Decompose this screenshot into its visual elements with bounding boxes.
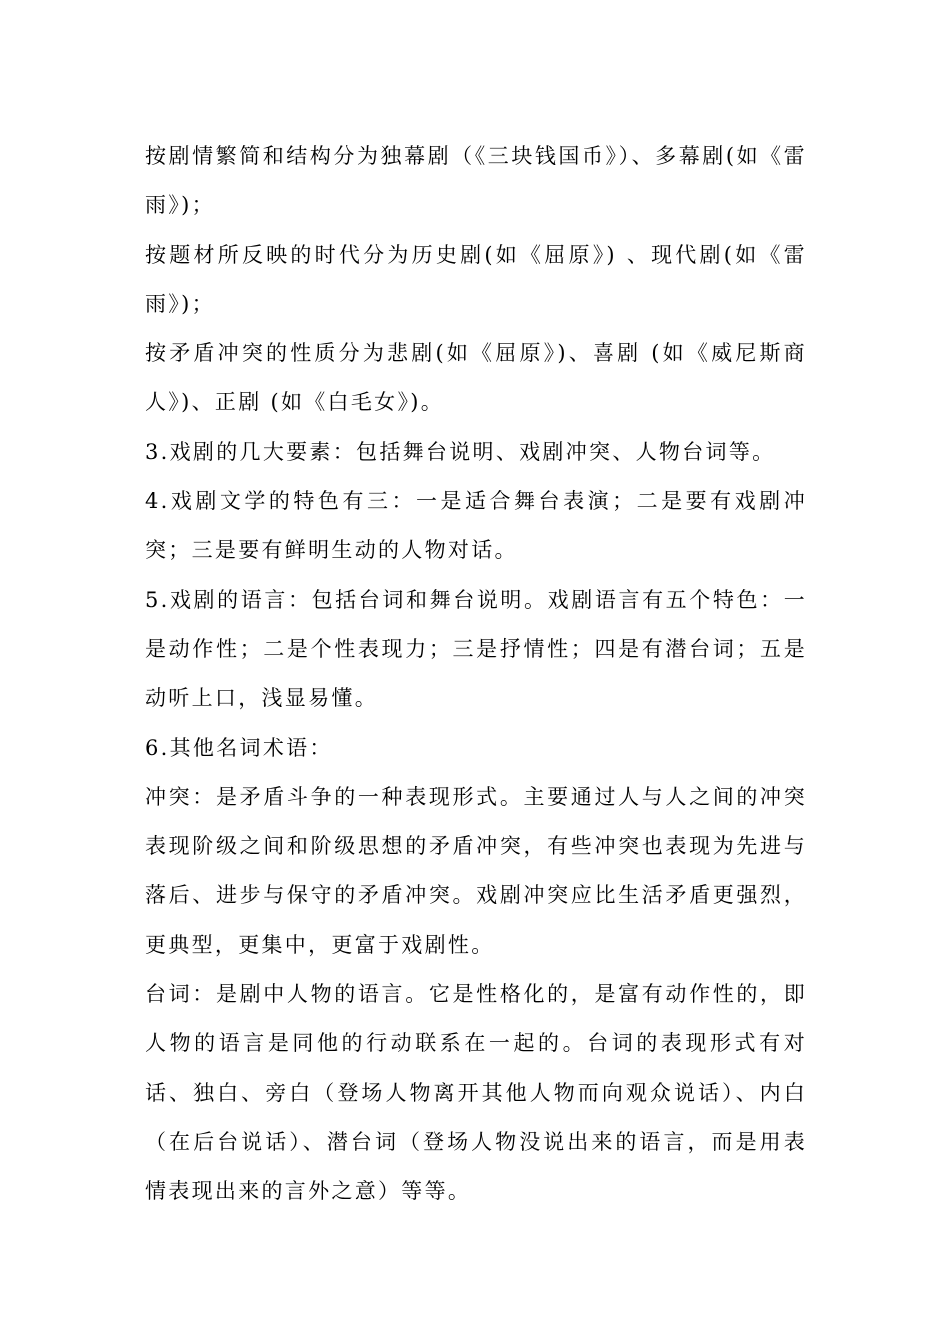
paragraph-drama-features: 4.戏剧文学的特色有三：一是适合舞台表演；二是要有戏剧冲突；三是要有鲜明生动的人物对话。 (145, 489, 807, 563)
paragraph-term-lines: 台词：是剧中人物的语言。它是性格化的，是富有动作性的，即人物的语言是同他的行动联系在一起的。台词的表现形式有对话、独白、旁白（登场人物离开其他人物而向观众说话）、内白（在后台说话）、潜台词（登场人物没说出来的语言，而是用表情表现出来的言外之意）等等。 (145, 982, 807, 1204)
paragraph-other-terms-heading: 6.其他名词术语： (145, 735, 333, 760)
paragraph-play-conflict-nature: 按矛盾冲突的性质分为悲剧(如《屈原》)、喜剧 (如《威尼斯商人》)、正剧 (如《白毛女》)。 (145, 341, 807, 415)
paragraph-play-era: 按题材所反映的时代分为历史剧(如《屈原》) 、现代剧(如《雷雨》)； (145, 242, 807, 316)
paragraph-drama-elements: 3.戏剧的几大要素：包括舞台说明、戏剧冲突、人物台词等。 (145, 439, 776, 464)
paragraph-term-conflict: 冲突：是矛盾斗争的一种表现形式。主要通过人与人之间的冲突表现阶级之间和阶级思想的矛盾冲突，有些冲突也表现为先进与落后、进步与保守的矛盾冲突。戏剧冲突应比生活矛盾更强烈，更典型，更集中，更富于戏剧性。 (145, 784, 807, 957)
paragraph-drama-language: 5.戏剧的语言：包括台词和舞台说明。戏剧语言有五个特色：一是动作性；二是个性表现力；三是抒情性；四是有潜台词；五是动听上口，浅显易懂。 (145, 587, 807, 711)
paragraph-play-structure: 按剧情繁简和结构分为独幕剧（《三块钱国币》）、多幕剧(如《雷雨》)； (145, 144, 807, 218)
document-body (145, 132, 807, 1217)
